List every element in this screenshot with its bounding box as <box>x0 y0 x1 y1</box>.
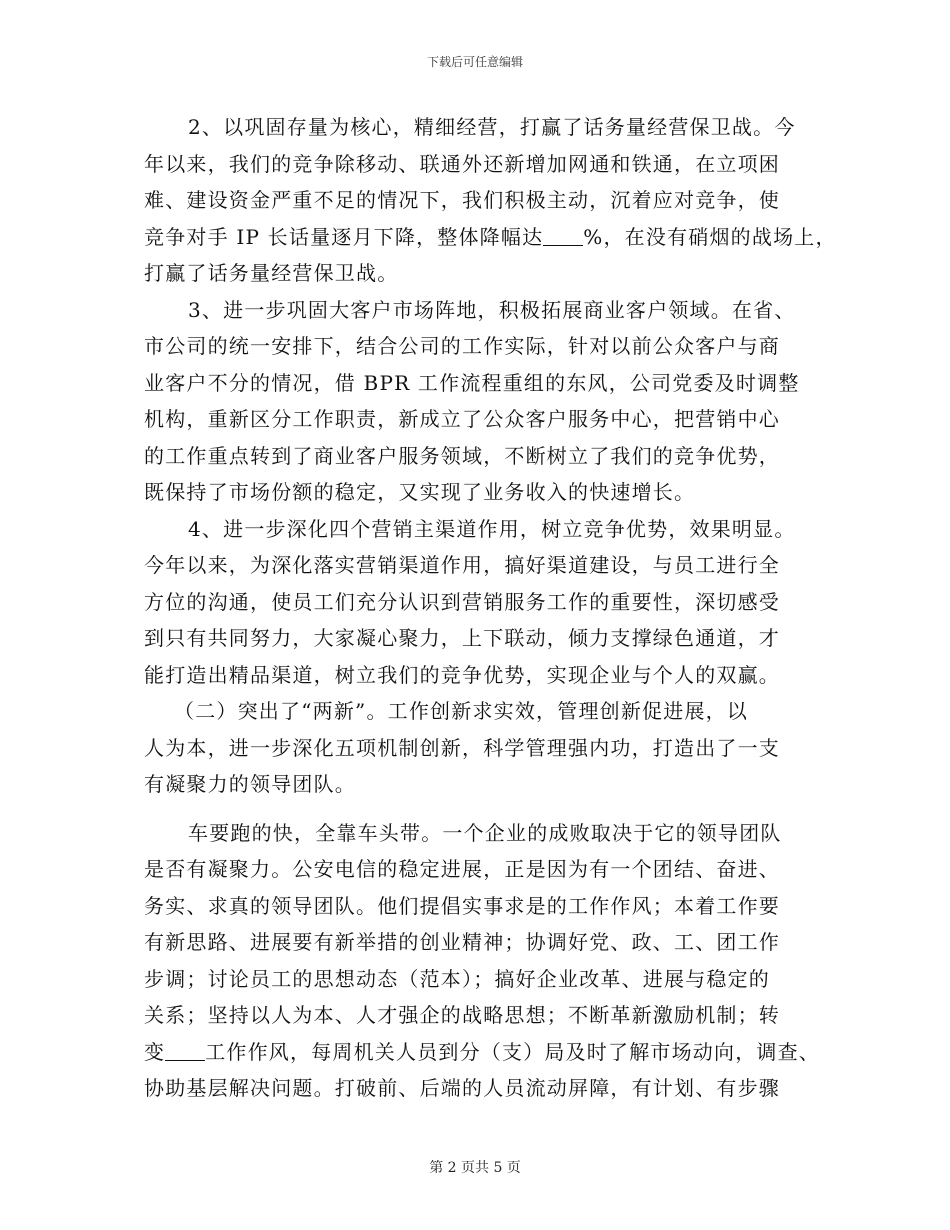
text-line: 有新思路、进展要有新举措的创业精神；协调好党、政、工、团工作 <box>144 930 780 954</box>
text-segment: %，在没有硝烟的战场上， <box>583 224 837 249</box>
text-line: 到只有共同努力，大家凝心聚力，上下联动，倾力支撑绿色通道，才 <box>144 626 780 650</box>
paragraph-4 <box>144 693 812 803</box>
text-line: 4、进一步深化四个营销主渠道作用，树立竞争优势，效果明显。 <box>188 516 796 541</box>
text-line <box>144 1034 821 1071</box>
text-segment: 变 <box>144 1039 166 1064</box>
text-line: 既保持了市场份额的稳定，又实现了业务收入的快速增长。 <box>144 480 696 504</box>
text-line: 今年以来，为深化落实营销渠道作用，搞好渠道建设，与员工进行全 <box>144 553 780 577</box>
text-line: 人为本，进一步深化五项机制创新，科学管理强内功，打造出了一支 <box>144 735 780 760</box>
text-line: 打赢了话务量经营保卫战。 <box>144 261 399 285</box>
text-line: 年以来，我们的竞争除移动、联通外还新增加网通和铁通，在立项困 <box>144 151 780 176</box>
text-line: （二）突出了“两新”。工作创新求实效，管理创新促进展，以 <box>174 699 749 723</box>
paragraph-3 <box>144 511 812 694</box>
page-number-footer: 第 2 页共 5 页 <box>429 1160 521 1176</box>
text-line: 业客户不分的情况，借 BPR 工作流程重组的东风，公司党委及时调整 <box>144 370 800 395</box>
text-line: 务实、求真的领导团队。他们提倡实事求是的工作作风；本着工作要 <box>144 893 780 918</box>
text-line: 方位的沟通，使员工们充分认识到营销服务工作的重要性，深切感受 <box>144 589 780 614</box>
page-header-note: 下载后可任意编辑 <box>426 55 523 69</box>
text-line: 车要跑的快，全靠车头带。一个企业的成败取决于它的领导团队 <box>188 820 782 845</box>
paragraph-1 <box>144 109 837 292</box>
document-body <box>144 109 837 1107</box>
text-line: 步调；讨论员工的思想动态（范本）；搞好企业改革、进展与稳定的 <box>144 966 770 991</box>
fill-in-blank <box>165 1042 205 1061</box>
text-line: 关系；坚持以人为本、人才强企的战略思想；不断革新激励机制；转 <box>144 1003 780 1027</box>
paragraph-2 <box>144 292 812 511</box>
paragraph-5 <box>144 815 821 1107</box>
text-line: 有凝聚力的领导团队。 <box>144 772 356 796</box>
text-line <box>144 219 837 256</box>
text-line: 机构，重新区分工作职责，新成立了公众客户服务中心，把营销中心 <box>144 407 780 431</box>
text-line: 协助基层解决问题。打破前、后端的人员流动屏障，有计划、有步骤 <box>144 1076 780 1100</box>
text-segment: 竞争对手 IP 长话量逐月下降，整体降幅达 <box>144 224 544 249</box>
text-line: 难、建设资金严重不足的情况下，我们积极主动，沉着应对竞争，使 <box>144 188 780 212</box>
text-line: 2、以巩固存量为核心，精细经营，打赢了话务量经营保卫战。今 <box>188 115 796 139</box>
text-line: 的工作重点转到了商业客户服务领域，不断树立了我们的竞争优势， <box>144 443 780 468</box>
text-line: 能打造出精品渠道，树立我们的竞争优势，实现企业与个人的双赢。 <box>144 662 780 687</box>
fill-in-blank <box>543 227 583 246</box>
text-segment: 工作作风，每周机关人员到分（支）局及时了解市场动向，调查、 <box>205 1039 821 1064</box>
text-line: 市公司的统一安排下，结合公司的工作实际，针对以前公众客户与商 <box>144 334 780 358</box>
text-line: 3、进一步巩固大客户市场阵地，积极拓展商业客户领域。在省、 <box>188 297 796 322</box>
text-line: 是否有凝聚力。公安电信的稳定进展，正是因为有一个团结、奋进、 <box>144 857 780 881</box>
